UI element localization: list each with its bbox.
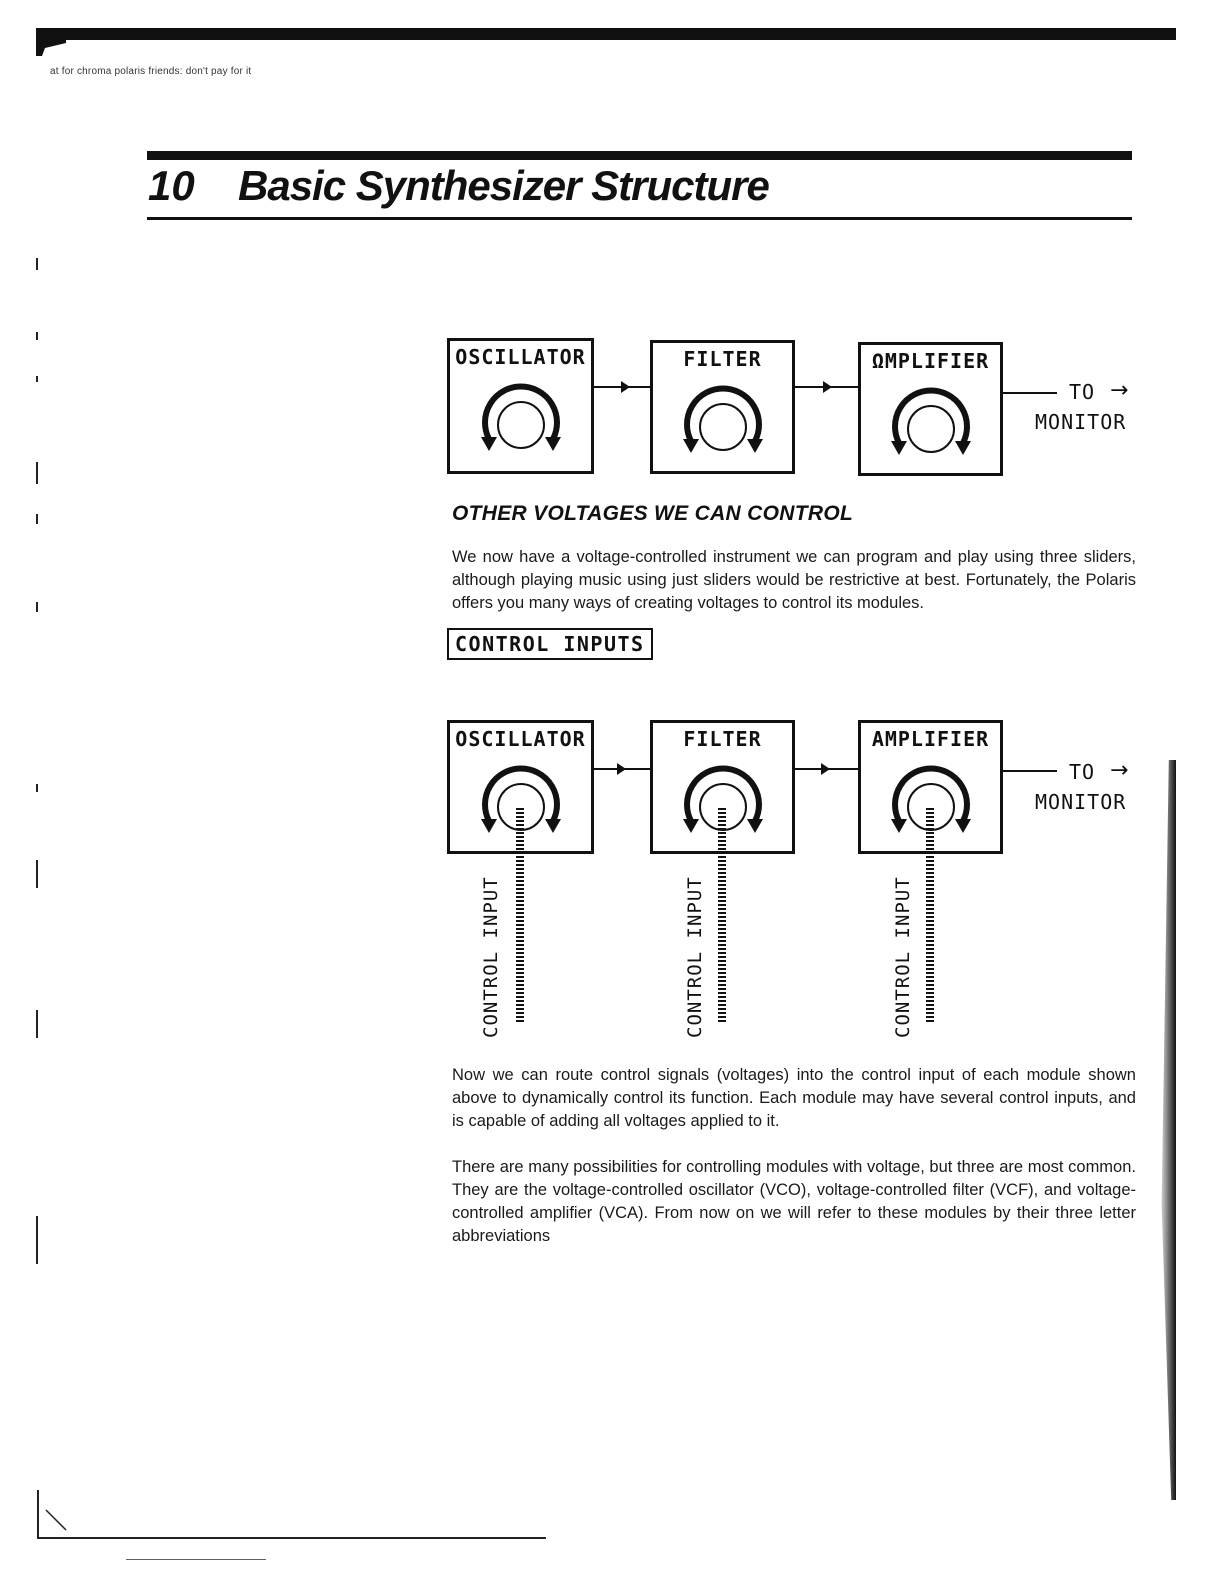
header-rule-bottom: [147, 217, 1132, 220]
module-label: FILTER: [683, 727, 762, 751]
scan-edge-shadow: [1152, 760, 1176, 1500]
signal-connector-arrow: [594, 768, 650, 770]
module-label: OSCILLATOR: [455, 727, 586, 751]
scan-corner-mark: [36, 1490, 76, 1540]
arrow-right-icon: →: [1110, 758, 1129, 783]
module-label: ΩMPLIFIER: [871, 349, 990, 373]
oscillator-module: [447, 338, 594, 474]
module-label: OSCILLATOR: [455, 345, 586, 369]
output-to-label: TO: [1069, 760, 1096, 784]
knob-icon: [673, 379, 773, 459]
control-input-label: CONTROL INPUT: [892, 876, 914, 1038]
output-to-label: TO: [1069, 380, 1096, 404]
page-bottom-blue-line: [126, 1559, 266, 1560]
body-paragraph-1: We now have a voltage-controlled instrument we can program and play using three sliders, although playing music using just sliders would be restrictive at best. Fortunately, the Polaris offers you many ways of creating voltages to control its modules.: [452, 548, 1136, 612]
output-monitor-label: MONITOR: [1035, 790, 1127, 814]
control-input-label: CONTROL INPUT: [684, 876, 706, 1038]
control-input-line: [516, 808, 524, 1024]
control-input-label: CONTROL INPUT: [480, 876, 502, 1038]
control-input-line: [718, 808, 726, 1024]
header-rule-top: [147, 151, 1132, 160]
section-heading: OTHER VOLTAGES WE CAN CONTROL: [452, 502, 854, 525]
page-bottom-rule: [60, 1537, 546, 1539]
control-inputs-label: CONTROL INPUTS: [447, 628, 653, 660]
knob-icon: [881, 381, 981, 461]
chapter-number: 10: [148, 162, 195, 209]
chapter-title: Basic Synthesizer Structure: [238, 162, 769, 209]
signal-connector-arrow: [594, 386, 650, 388]
control-input-line: [926, 808, 934, 1024]
margin-binding-marks: [30, 240, 60, 1560]
body-paragraph-3: There are many possibilities for controlling modules with voltage, but three are most common. They are the voltage-controlled oscillator (VCO), voltage-controlled filter (VCF), and voltage-controlled amplifier (VCA). From now on we will refer to these modules by their three letter abbreviations: [452, 1158, 1136, 1245]
scan-top-edge: [36, 28, 1176, 40]
module-label: AMPLIFIER: [871, 727, 990, 751]
knob-icon: [471, 377, 571, 457]
output-line: [1003, 392, 1057, 394]
signal-connector-arrow: [795, 768, 858, 770]
output-line: [1003, 770, 1057, 772]
body-paragraph-2: Now we can route control signals (voltages) into the control input of each module shown above to dynamically control its function. Each module may have several control inputs, and is capable of adding all voltages applied to it.: [452, 1066, 1136, 1130]
output-monitor-label: MONITOR: [1035, 410, 1127, 434]
arrow-right-icon: →: [1110, 378, 1129, 403]
signal-connector-arrow: [795, 386, 858, 388]
module-label: FILTER: [683, 347, 762, 371]
watermark-text: at for chroma polaris friends: don't pay for it: [50, 66, 252, 77]
amplifier-module: [858, 342, 1003, 476]
filter-module: [650, 340, 795, 474]
scan-corner-mark: [36, 36, 66, 56]
